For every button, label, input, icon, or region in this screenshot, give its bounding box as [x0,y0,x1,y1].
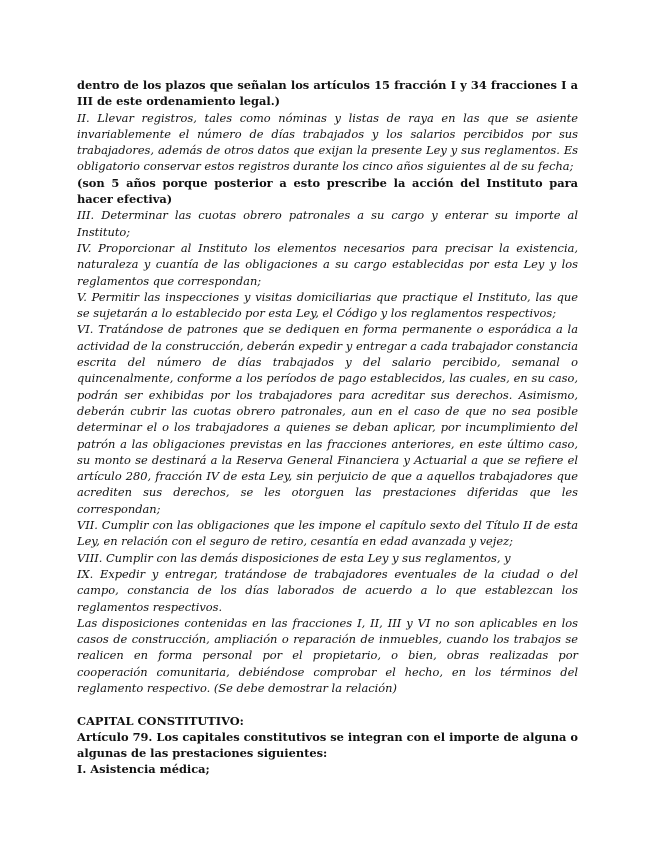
fraction-ii-paragraph: II. Llevar registros, tales como nóminas y listas de raya en las que se asiente invariablemente el número de días trabajados y los salarios percibidos por sus trabajadores, además de otros datos que exijan la presente Ley y sus reglamentos. Es obligatorio conservar estos registros durante los cinco años siguientes al de su fecha; [77,110,578,174]
article-79-paragraph: Artículo 79. Los capitales constitutivos se integran con el importe de alguna o algunas de las prestaciones siguientes: [77,729,578,761]
fraction-v-paragraph: V. Permitir las inspecciones y visitas domiciliarias que practique el Instituto, las que se sujetarán a lo establecido por esta Ley, el Código y los reglamentos respectivos; [77,289,578,321]
paragraph-spacer [77,696,578,712]
item-i-paragraph: I. Asistencia médica; [77,762,210,777]
closing-paragraph: Las disposiciones contenidas en las fracciones I, II, III y VI no son aplicables en los casos de construcción, ampliación o reparación de inmuebles, cuando los trabajos se realicen en forma personal por el propietario, o bien, obras realizadas por cooperación comunitaria, debiéndose comprobar el hecho, en los términos del reglamento respectivo. (Se debe demostrar la relación) [77,615,578,695]
fraction-iii-paragraph: III. Determinar las cuotas obrero patronales a su cargo y enterar su importe al Instituto; [77,208,578,239]
document-page [77,77,578,778]
fraction-vi-paragraph: VI. Tratándose de patrones que se dediquen en forma permanente o esporádica a la actividad de la construcción, deberán expedir y entregar a cada trabajador constancia escrita del número de días trabajados y del salario percibido, semanal o quincenalmente, conforme a los períodos de pago establecidos, las cuales, en su caso, podrán ser exhibidas por los trabajadores para acreditar sus derechos. Asimismo, deberán cubrir las cuotas obrero patronales, aun en el caso de que no sea posible determinar el o los trabajadores a quienes se deban aplicar, por incumplimiento del patrón a las obligaciones previstas en las fracciones anteriores, en este último caso, su monto se destinará a la Reserva General Financiera y Actuarial a que se refiere el artículo 280, fracción IV de esta Ley, sin perjuicio de que a aquellos trabajadores que acrediten sus derechos, se les otorguen las prestaciones diferidas que les correspondan; [77,322,578,516]
fraction-ix-paragraph: IX. Expedir y entregar, tratándose de trabajadores eventuales de la ciudad o del campo, constancia de los días laborados de acuerdo a lo que establezcan los reglamentos respectivos. [77,566,578,614]
fraction-viii-paragraph: VIII. Cumplir con las demás disposiciones de esta Ley y sus reglamentos, y [77,550,511,565]
fraction-ii-note: (son 5 años porque posterior a esto prescribe la acción del Instituto para hacer efectiva) [77,175,578,207]
continuation-paragraph: dentro de los plazos que señalan los artículos 15 fracción I y 34 fracciones I a III de este ordenamiento legal.) [77,78,578,109]
section-heading: CAPITAL CONSTITUTIVO: [77,713,244,728]
fraction-vii-paragraph: VII. Cumplir con las obligaciones que les impone el capítulo sexto del Título II de esta Ley, en relación con el seguro de retiro, cesantía en edad avanzada y vejez; [77,518,578,549]
fraction-iv-paragraph: IV. Proporcionar al Instituto los elementos necesarios para precisar la existencia, naturaleza y cuantía de las obligaciones a su cargo establecidas por esta Ley y los reglamentos que correspondan; [77,240,578,288]
